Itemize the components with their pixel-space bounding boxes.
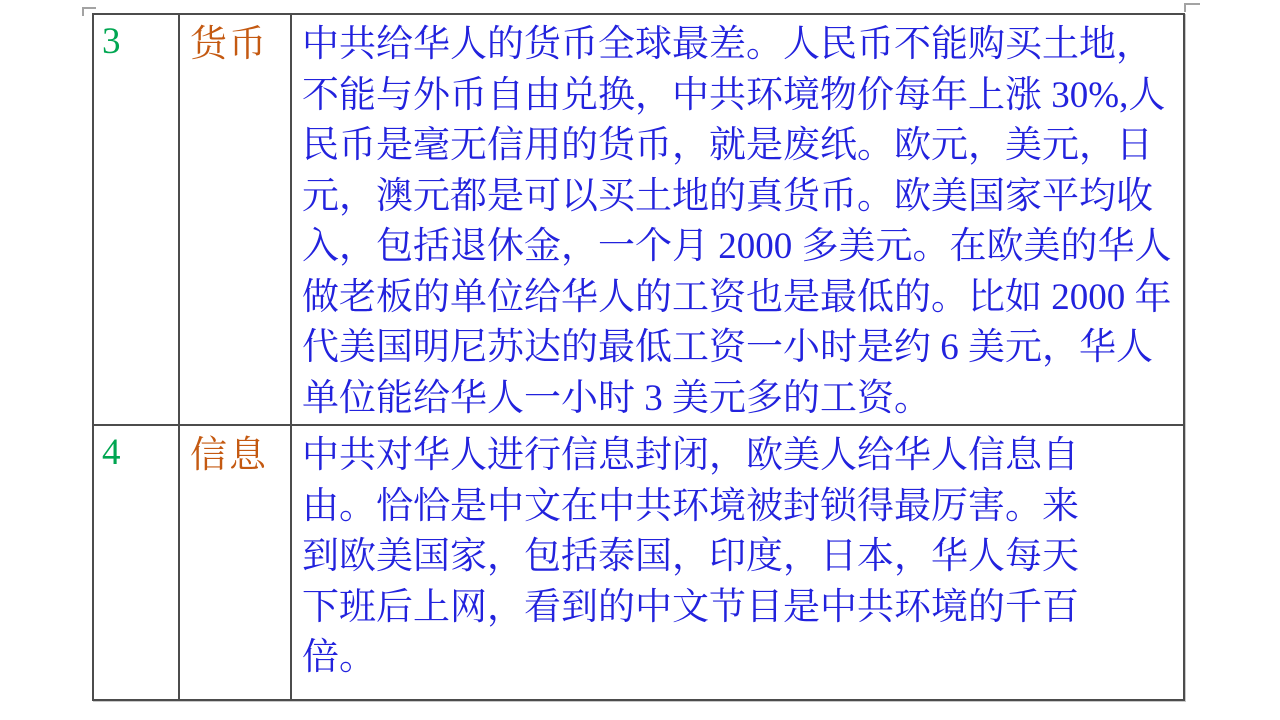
body-text-line: 单位能给华人一小时 3 美元多的工资。 [302, 377, 931, 419]
body-text-line: 元，澳元都是可以买土地的真货币。欧美国家平均收 [302, 175, 1153, 217]
description-cell [292, 426, 1183, 699]
category-label: 信息 [190, 434, 268, 475]
description-cell [292, 15, 1183, 424]
body-text-line: 下班后上网，看到的中文节目是中共环境的千百 [302, 586, 1079, 628]
row-number-cell [94, 15, 180, 424]
row-number: 3 [102, 21, 121, 62]
row-number: 4 [102, 432, 121, 473]
body-text-line: 民币是毫无信用的货币，就是废纸。欧元，美元，日 [302, 125, 1153, 166]
body-text-line: 代美国明尼苏达的最低工资一小时是约 6 美元，华人 [302, 327, 1153, 368]
table-handle-top-right-icon [1184, 3, 1200, 12]
category-label: 货币 [190, 23, 268, 64]
body-text-line: 做老板的单位给华人的工资也是最低的。比如 2000 年 [302, 276, 1172, 318]
body-text-line: 到欧美国家，包括泰国，印度，日本，华人每天 [302, 536, 1079, 577]
body-text-line: 中共对华人进行信息封闭，欧美人给华人信息自 [302, 435, 1079, 476]
category-cell [180, 426, 292, 699]
row-number-cell [94, 426, 180, 699]
table-row [94, 426, 1183, 699]
body-text-line: 入，包括退休金，一个月 2000 多美元。在欧美的华人 [302, 226, 1172, 267]
category-cell [180, 15, 292, 424]
body-text-line: 不能与外币自由兑换，中共环境物价每年上涨 30%,人 [302, 74, 1166, 116]
body-text-line: 由。恰恰是中文在中共环境被封锁得最厉害。来 [302, 485, 1079, 527]
content-table [92, 13, 1185, 701]
body-text-line: 倍。 [302, 637, 376, 678]
table-row [94, 15, 1183, 426]
body-text-line: 中共给华人的货币全球最差。人民币不能购买土地， [302, 24, 1153, 65]
